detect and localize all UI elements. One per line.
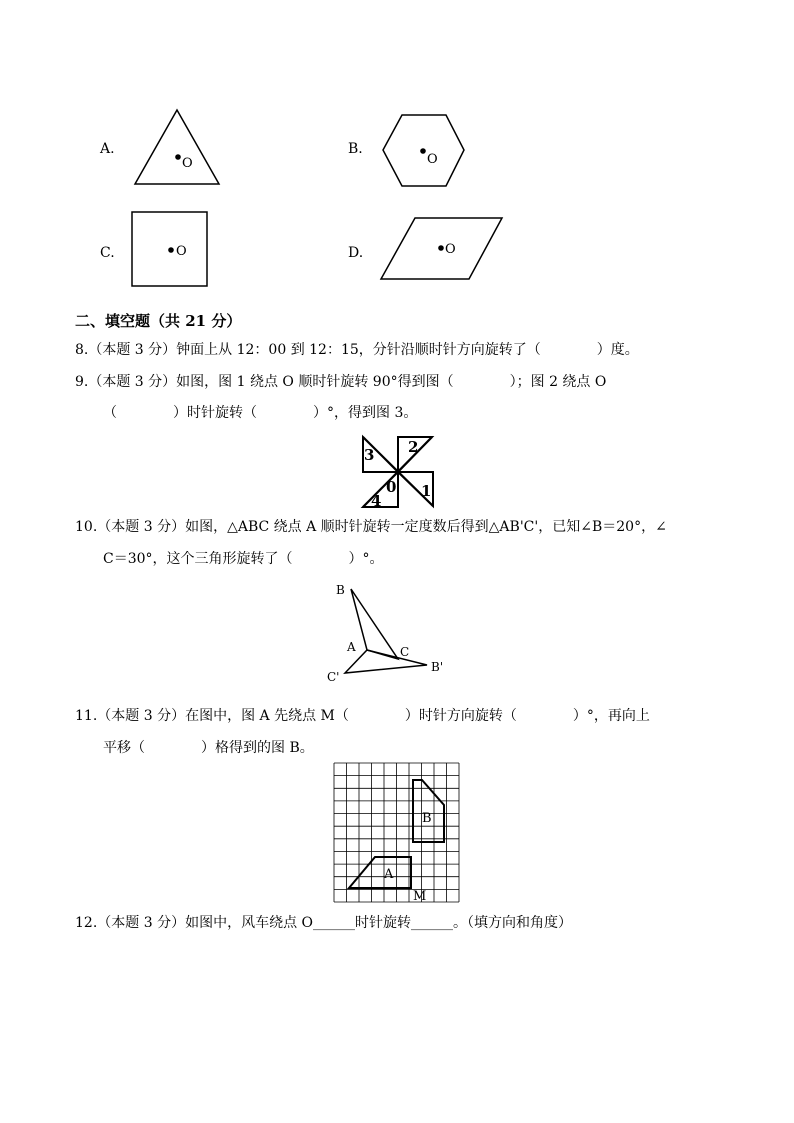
question-8: 8.（本题 3 分）钟面上从 12：00 到 12：15，分针沿顺时针方向旋转了（ ）度。 bbox=[75, 342, 639, 358]
label-B-prime: B' bbox=[431, 660, 444, 674]
option-d-point-label: O bbox=[445, 242, 456, 257]
option-b-label: B. bbox=[348, 141, 363, 157]
windmill-center-label: 0 bbox=[386, 478, 397, 496]
grid-label-A: A bbox=[384, 867, 394, 882]
option-d-label: D. bbox=[348, 245, 364, 261]
label-C-prime: C' bbox=[327, 670, 340, 684]
windmill-label-4: 4 bbox=[371, 492, 382, 510]
option-c-point-label: O bbox=[176, 244, 187, 259]
label-A: A bbox=[347, 640, 356, 654]
grid-label-M: M bbox=[413, 889, 427, 904]
option-a-point-label: O bbox=[182, 156, 193, 171]
windmill-label-2: 2 bbox=[408, 438, 419, 456]
windmill-label-3: 3 bbox=[364, 446, 375, 464]
section-title: 二、填空题（共 21 分） bbox=[75, 312, 242, 330]
question-12: 12.（本题 3 分）如图中，风车绕点 O______时针旋转______。（填方向和角度） bbox=[75, 915, 572, 931]
question-10-line2: C＝30°，这个三角形旋转了（ ）°。 bbox=[103, 551, 384, 567]
question-11-line2: 平移（ ）格得到的图 B。 bbox=[103, 740, 314, 756]
windmill-label-1: 1 bbox=[421, 482, 432, 500]
option-a-label: A. bbox=[100, 141, 115, 157]
question-9-line2: （ ）时针旋转（ ）°，得到图 3。 bbox=[103, 405, 418, 421]
question-10-line1: 10.（本题 3 分）如图，△ABC 绕点 A 顺时针旋转一定度数后得到△AB'C'，已知∠B＝20°，∠ bbox=[75, 519, 667, 535]
option-b-point-label: O bbox=[427, 152, 438, 167]
option-c-label: C. bbox=[100, 245, 115, 261]
question-9-line1: 9.（本题 3 分）如图，图 1 绕点 O 顺时针旋转 90°得到图（ ）；图 2 绕点 O bbox=[75, 374, 607, 390]
label-C: C bbox=[400, 645, 410, 659]
label-B: B bbox=[336, 583, 345, 597]
question-11-line1: 11.（本题 3 分）在图中，图 A 先绕点 M（ ）时针方向旋转（ ）°，再向上 bbox=[75, 708, 650, 724]
grid-label-B: B bbox=[422, 811, 432, 826]
